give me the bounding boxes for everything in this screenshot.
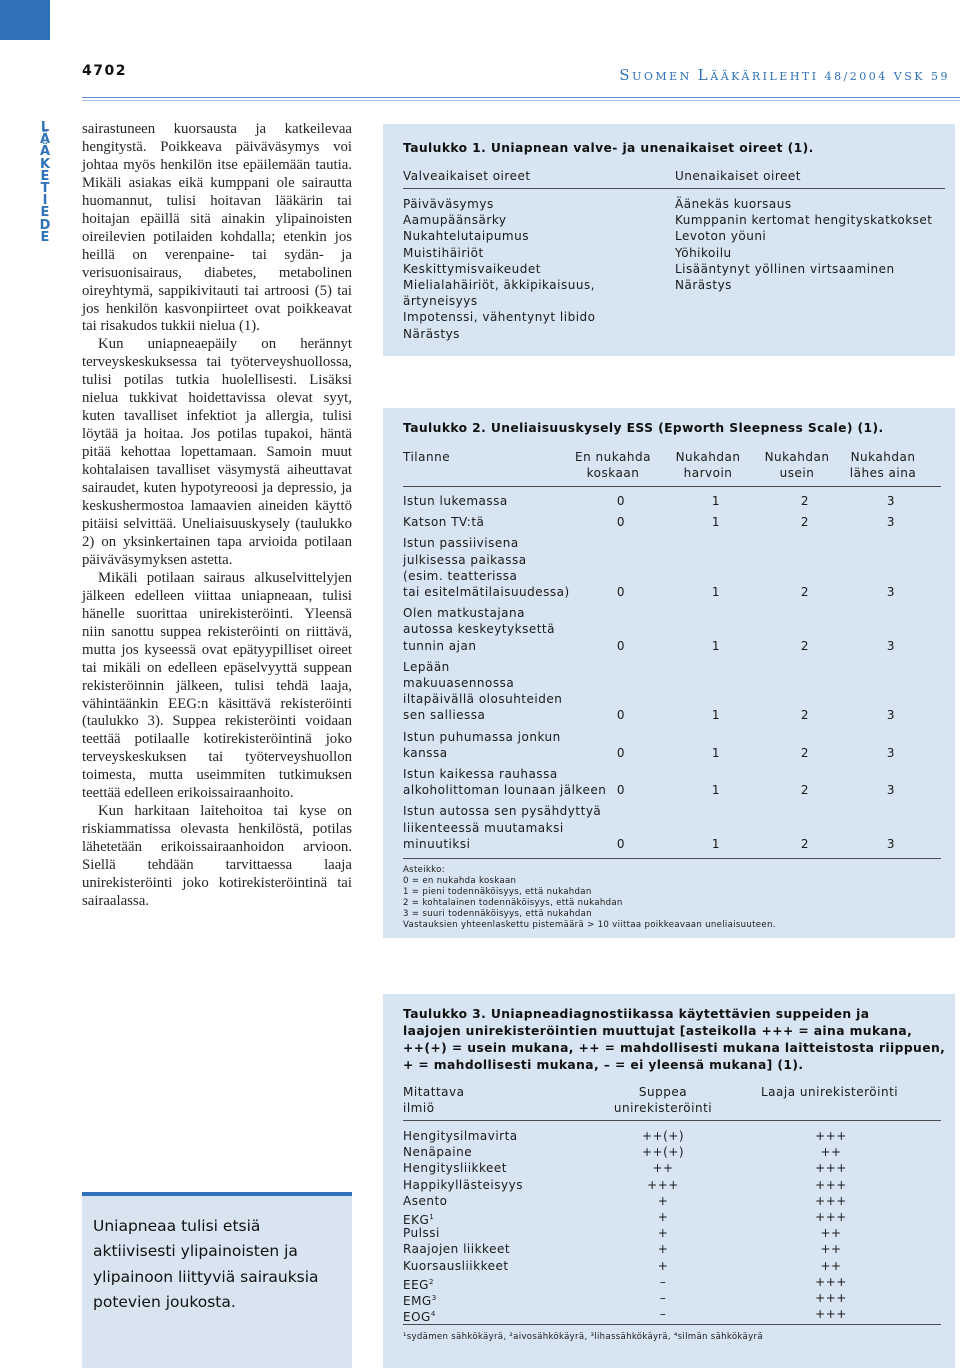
limited-recording-value: + — [657, 1193, 669, 1208]
ess-score: 0 — [616, 494, 626, 508]
variable-label: Nenäpaine — [403, 1145, 473, 1160]
ess-situation — [403, 493, 633, 509]
sleep-symptom: Kumppanin kertomat hengityskatkokset — [675, 213, 933, 228]
header-line: Suppea — [638, 1085, 688, 1099]
variable-label: Asento — [403, 1193, 448, 1208]
ess-score: 2 — [800, 783, 810, 798]
ess-score: 0 — [616, 515, 626, 530]
situation-line: Olen matkustajana — [403, 606, 525, 621]
table-2-title: Taulukko 2. Uneliaisuuskysely ESS (Epworth Sleepness Scale) (1). — [403, 421, 884, 435]
wake-symptom: Aamupäänsärky — [403, 213, 507, 228]
variable-label: Kuorsausliikkeet — [403, 1258, 509, 1273]
table-2-header-almost-always — [833, 449, 933, 481]
sleep-symptom-list — [675, 196, 950, 293]
article-paragraph: Mikäli potilaan sairaus alkuselvittelyjen jälkeen edelleen viittaa uniapneaan, tulisi hänelle suorittaa unirekisteröinti. Yleensä niin sanottu suppea rekisteröinti on riittävä, mutta jos kyseessä ovat epätyypilliset oireet tai mikäli on edelleen epäselvyyttä suppean rekisteröinnin jälkeen, tulisi tehdä laaja, vähintäänkin EEG:n käsittävä rekisteröinti (taulukko 3). Suppea rekisteröinti voidaan teettää potilaalle kotirekisteröintinä joko terveyskeskuksen tai työterveyshuollon toimesta, mutta useimmiten tutkimuksen teettää edelleen erikoissairaanhoito. — [82, 569, 352, 802]
sleep-symptom: Äänekäs kuorsaus — [675, 197, 792, 211]
variable-label: Hengitysliikkeet — [403, 1161, 507, 1176]
table-3-title — [403, 1006, 948, 1074]
ess-score: 3 — [886, 783, 896, 798]
table-3-header-full — [761, 1084, 898, 1100]
table-2-header-rule — [403, 486, 941, 487]
full-recording-value: +++ — [815, 1177, 847, 1192]
situation-line: makuuasennossa — [403, 676, 515, 690]
sleep-symptom: Lisääntynyt yöllinen virtsaaminen — [675, 261, 895, 276]
table-3-header-limited — [595, 1084, 731, 1116]
limited-recording-value: ++(+) — [641, 1129, 685, 1143]
table-3-title-line: Taulukko 3. Uniapneadiagnostiikassa käytettävien suppeiden ja — [403, 1007, 870, 1021]
full-recording-value: ++ — [820, 1242, 842, 1257]
table-3-header-rule — [403, 1120, 941, 1121]
header-line: En nukahda — [575, 450, 651, 464]
situation-line: kanssa — [403, 745, 448, 760]
ess-score: 1 — [711, 783, 721, 798]
sleep-symptom: Levoton yöuni — [675, 229, 767, 244]
ess-score: 0 — [616, 836, 626, 851]
variable-label: EMG — [403, 1294, 432, 1308]
header-line: Tilanne — [403, 450, 451, 464]
variable-label: EEG — [403, 1277, 429, 1292]
ess-score: 3 — [886, 494, 896, 508]
full-recording-value: +++ — [815, 1129, 847, 1143]
header-line: Nukahdan — [850, 450, 916, 464]
limited-recording-value: + — [657, 1258, 669, 1273]
table-1-col-header-sleep: Unenaikaiset oireet — [675, 169, 801, 183]
limited-recording-value: + — [657, 1226, 669, 1241]
limited-recording-value: ++(+) — [641, 1145, 685, 1160]
header-line: lähes aina — [849, 466, 917, 481]
header-line: harvoin — [683, 466, 733, 481]
ess-score: 3 — [886, 836, 896, 851]
variable-name — [403, 1193, 448, 1209]
variable-name — [403, 1225, 440, 1241]
limited-recording-value: – — [659, 1307, 667, 1322]
table-2-footer-rule — [403, 858, 941, 859]
header-rule-secondary — [82, 100, 960, 101]
limited-recording-value: – — [659, 1291, 667, 1305]
table-2-header-often — [747, 449, 847, 481]
full-recording-value: ++ — [820, 1258, 842, 1273]
ess-note: 1 = pieni todennäköisyys, että nukahdan — [403, 887, 592, 897]
ess-note: Vastauksien yhteenlaskettu pistemäärä > 10 viittaa poikkeavaan uneliaisuuteen. — [403, 920, 776, 930]
page-number: 4702 — [82, 63, 127, 79]
situation-line: julkisessa paikassa — [403, 552, 527, 567]
header-line: Mitattava — [403, 1085, 465, 1099]
ess-situation — [403, 535, 633, 600]
ess-score: 2 — [800, 638, 810, 653]
article-paragraph: sairastuneen kuorsausta ja katkeilevaa hengitystä. Poikkeava päiväväsymys voi johtaa myös henkilön itse epäilemään tautia. Mikäli asiakas eikä kumppani ole sairautta huomannut, tulisi hoitavan lääkärin tai hoitajan epäillä sitä ainakin ylipainoisten oireilevien potilaiden kohdalla; etenkin jos heillä on verenpaine- tai sydän- ja verisuonisairaus, diabetes, metabolinen oireyhtymä, sappikivitauti tai artroosi (5) tai jos henkilön kasvonpiirteet ovat poikkeavat tai risakudos tukkii nielua (1). — [82, 121, 352, 335]
wake-symptom: Muistihäiriöt — [403, 245, 484, 260]
table-3 — [383, 994, 955, 1368]
ess-score: 2 — [800, 836, 810, 851]
variable-name — [403, 1160, 507, 1176]
ess-note: 3 = suuri todennäköisyys, että nukahdan — [403, 909, 592, 919]
header-line: unirekisteröinti — [613, 1101, 713, 1116]
table-3-title-line: + = mahdollisesti mukana, – = ei yleensä mukana] (1). — [403, 1058, 804, 1072]
full-recording-value: +++ — [815, 1291, 847, 1305]
header-line: koskaan — [586, 466, 640, 481]
wake-symptom: ärtyneisyys — [403, 294, 478, 309]
variable-label: EOG — [403, 1310, 431, 1325]
table-3-footer-rule — [403, 1324, 941, 1325]
article-column — [82, 121, 352, 911]
ess-score: 2 — [800, 494, 810, 508]
situation-line: Istun passiivisena — [403, 536, 519, 551]
table-3-header-phenomenon — [403, 1084, 464, 1116]
limited-recording-value: – — [659, 1274, 667, 1289]
header-rule — [82, 97, 960, 98]
situation-line: Katson TV:tä — [403, 515, 485, 530]
footnote-marker: 4 — [430, 1310, 436, 1319]
ess-score: 2 — [800, 708, 810, 723]
wake-symptom: Närästys — [403, 326, 460, 341]
full-recording-value: +++ — [815, 1274, 847, 1289]
header-line: Laaja unirekisteröinti — [761, 1085, 899, 1099]
ess-score: 1 — [711, 836, 721, 851]
situation-line: alkoholittoman lounaan jälkeen — [403, 783, 607, 798]
variable-name — [403, 1241, 510, 1257]
table-2-header-never — [563, 449, 663, 481]
variable-name — [403, 1144, 472, 1160]
section-label: L Ä Ä K E T I E D E — [39, 120, 51, 245]
header-line: ilmiö — [403, 1101, 435, 1116]
table-1-header-rule — [403, 188, 945, 189]
situation-line: tunnin ajan — [403, 638, 477, 653]
full-recording-value: +++ — [815, 1161, 847, 1176]
situation-line: autossa keskeytyksettä — [403, 622, 555, 637]
article-paragraph: Kun uniapneaepäily on herännyt terveyskeskuksessa tai työterveyshuollossa, tulisi potilas tutkia huolellisesti. Lisäksi nielua tukkivat hoidettavissa olevat syyt, kuten tavalliset infektiot ja allergia, tulisi löytää ja hoitaa. Jos potilas tupakoi, häntä pitää kehottaa lopettamaan. Samoin muut kohtalaisen tavalliset väsymystä aiheuttavat sairaudet, kuten hypotyreoosi ja depressio, ja keskushermostoa lamaavien aineiden käyttö pitäisi selvittää. Uneliaisuuskysely (taulukko 2) on yksinkertainen tapa arvioida potilaan päiväväsymyksen astetta. — [82, 336, 352, 568]
ess-score: 3 — [886, 638, 896, 653]
footnote-marker: 3 — [431, 1294, 437, 1302]
situation-line: tai esitelmätilaisuudessa) — [403, 585, 570, 599]
table-2 — [383, 408, 955, 938]
article-paragraph: Kun harkitaan laitehoitoa tai kyse on riskiammatissa olevasta henkilöstä, potilas lähetetään erikoissairaanhoidon arvioon. Siellä tehdään tarvittaessa laaja unirekisteröinti joko kotirekisteröintinä tai sairaalassa. — [82, 803, 352, 909]
ess-score: 2 — [800, 515, 810, 530]
ess-situation — [403, 605, 633, 654]
wake-symptom-list — [403, 196, 673, 342]
ess-score: 0 — [616, 585, 626, 599]
footnote-marker: 2 — [428, 1277, 434, 1286]
header-line: usein — [779, 466, 815, 481]
limited-recording-value: + — [657, 1210, 669, 1224]
table-2-header-rarely — [658, 449, 758, 481]
situation-line: liikenteessä muutamaksi — [403, 820, 564, 835]
situation-line: (esim. teatterissa — [403, 568, 518, 583]
running-head: SUOMEN LÄÄKÄRILEHTI 48/2004 VSK 59 — [619, 66, 950, 84]
wake-symptom: Keskittymisvaikeudet — [403, 261, 541, 276]
wake-symptom: Mielialahäiriöt, äkkipikaisuus, — [403, 278, 596, 293]
limited-recording-value: ++ — [652, 1161, 674, 1176]
wake-symptom: Impotenssi, vähentynyt libido — [403, 310, 596, 325]
variable-label: Raajojen liikkeet — [403, 1242, 511, 1257]
table-2-header-situation — [403, 449, 450, 465]
situation-line: minuutiksi — [403, 836, 471, 851]
variable-label: Happikyllästeisyys — [403, 1177, 523, 1192]
variable-label: Hengitysilmavirta — [403, 1129, 518, 1143]
ess-situation — [403, 729, 633, 761]
variable-name — [403, 1258, 509, 1274]
header-line: Nukahdan — [764, 450, 830, 464]
ess-note: 2 = kohtalainen todennäköisyys, että nukahdan — [403, 898, 623, 908]
situation-line: Istun lukemassa — [403, 494, 508, 508]
situation-line: sen salliessa — [403, 708, 486, 723]
table-3-title-line: laajojen unirekisteröintien muuttujat [asteikolla +++ = aina mukana, — [403, 1024, 913, 1038]
limited-recording-value: +++ — [647, 1177, 679, 1192]
ess-score: 2 — [800, 585, 810, 599]
ess-situation — [403, 514, 633, 530]
ess-score: 0 — [616, 638, 626, 653]
ess-score: 3 — [886, 708, 896, 723]
ess-score: 1 — [711, 585, 721, 599]
table-3-footnote: ¹sydämen sähkökäyrä, ²aivosähkökäyrä, ³lihassähkökäyrä, ⁴silmän sähkökäyrä — [403, 1332, 763, 1342]
variable-name — [403, 1128, 518, 1144]
table-1-title: Taulukko 1. Uniapnean valve- ja unenaikaiset oireet (1). — [403, 141, 814, 155]
ess-score: 1 — [711, 745, 721, 760]
ess-note: 0 = en nukahda koskaan — [403, 876, 517, 886]
ess-score: 3 — [886, 745, 896, 760]
table-1 — [383, 124, 955, 356]
sleep-symptom: Yöhikoilu — [675, 245, 732, 260]
ess-score: 1 — [711, 638, 721, 653]
variable-name — [403, 1306, 436, 1325]
ess-score: 3 — [886, 515, 896, 530]
ess-note: Asteikko: — [403, 865, 445, 875]
ess-score: 1 — [711, 708, 721, 723]
limited-recording-value: + — [657, 1242, 669, 1257]
wake-symptom: Päiväväsymys — [403, 197, 494, 211]
situation-line: Istun puhumassa jonkun — [403, 729, 561, 744]
full-recording-value: +++ — [815, 1193, 847, 1208]
ess-score: 0 — [616, 708, 626, 723]
variable-label: Pulssi — [403, 1226, 440, 1241]
full-recording-value: +++ — [815, 1307, 847, 1322]
ess-score: 0 — [616, 745, 626, 760]
situation-line: Istun kaikessa rauhassa — [403, 767, 558, 781]
ess-score: 2 — [800, 745, 810, 760]
situation-line: Lepään — [403, 659, 450, 674]
ess-situation — [403, 766, 633, 798]
situation-line: Istun autossa sen pysähdyttyä — [403, 804, 602, 819]
ess-score: 1 — [711, 494, 721, 508]
full-recording-value: +++ — [815, 1210, 847, 1224]
wake-symptom: Nukahtelutaipumus — [403, 229, 529, 244]
ess-situation — [403, 659, 633, 724]
full-recording-value: ++ — [820, 1226, 842, 1241]
corner-color-block — [0, 0, 50, 40]
ess-score: 0 — [616, 783, 626, 798]
ess-score: 1 — [711, 515, 721, 530]
variable-name — [403, 1177, 523, 1193]
variable-label: EKG — [403, 1213, 430, 1227]
footnote-marker: 1 — [429, 1213, 435, 1221]
full-recording-value: ++ — [820, 1145, 842, 1160]
ess-situation — [403, 803, 633, 852]
header-line: Nukahdan — [675, 450, 741, 464]
table-1-col-header-wake: Valveaikaiset oireet — [403, 169, 531, 183]
pull-quote: Uniapneaa tulisi etsiä aktiivisesti ylipainoisten ja ylipainoon liittyviä sairauksia potevien joukosta. — [82, 1192, 352, 1368]
situation-line: iltapäivällä olosuhteiden — [403, 692, 563, 707]
table-3-title-line: ++(+) = usein mukana, ++ = mahdollisesti mukana laitteistosta riippuen, — [403, 1041, 946, 1055]
sleep-symptom: Närästys — [675, 278, 732, 293]
ess-score: 3 — [886, 585, 896, 599]
table-2-notes — [403, 865, 943, 931]
